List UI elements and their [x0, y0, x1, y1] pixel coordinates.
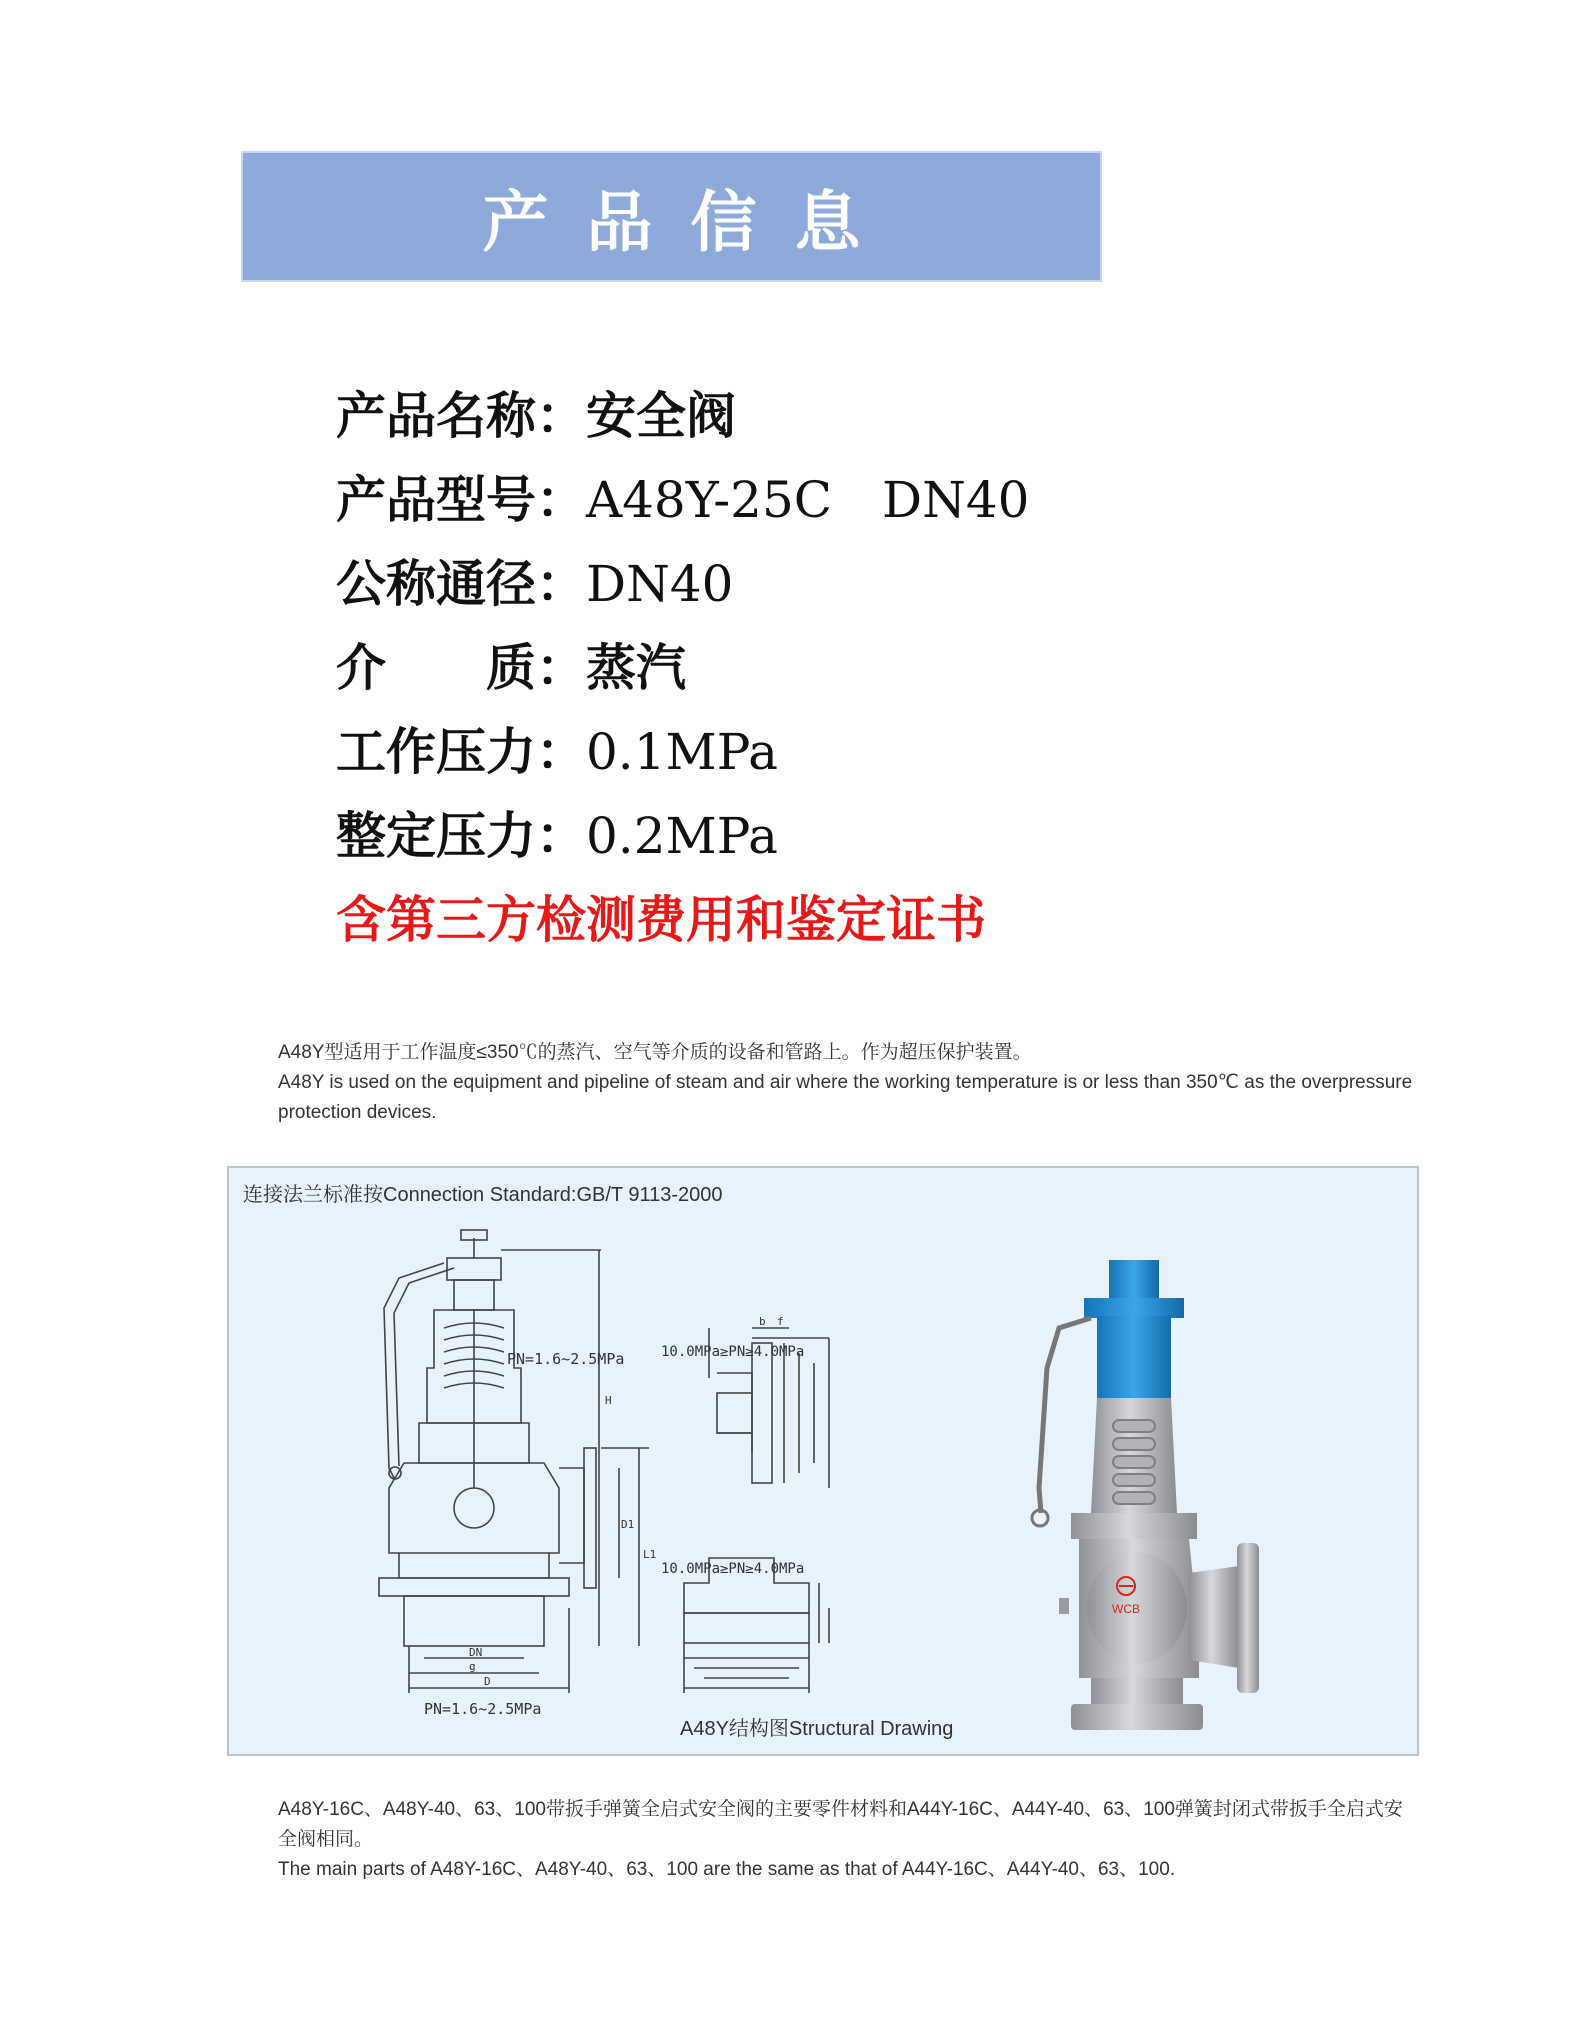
title-banner: [241, 151, 1102, 282]
pn-label-bottom: PN=1.6~2.5MPa: [424, 1700, 542, 1718]
connection-standard: 连接法兰标准按Connection Standard:GB/T 9113-2000: [243, 1184, 723, 1206]
body-material-mark: WCB: [1112, 1602, 1140, 1616]
spec-value: 安全阀: [586, 386, 736, 445]
spec-value: DN40: [586, 555, 734, 613]
spec-row-working-pressure: [336, 722, 778, 782]
dim-label-dn: DN: [469, 1646, 483, 1659]
pressure-range-label-2: 10.0MPa≥PN≥4.0MPa: [661, 1561, 805, 1577]
dim-label-d1: D1: [621, 1518, 635, 1531]
intro-text: [226, 1038, 1416, 1128]
dim-label-d: D: [484, 1675, 491, 1688]
dim-label-b: b: [759, 1315, 766, 1328]
valve-product-illustration: [229, 1168, 1417, 1754]
spec-row-diameter: [336, 554, 733, 614]
spec-row-medium: [336, 638, 686, 698]
spec-key: 产品型号：: [336, 470, 586, 529]
spec-key: 整定压力：: [336, 806, 586, 865]
footer-text: [226, 1795, 1416, 1885]
intro-en: A48Y is used on the equipment and pipeline of steam and air where the working temperature is or less than 350℃ as the overpressure protection devices.: [278, 1072, 1413, 1123]
drawing-caption: A48Y结构图Structural Drawing: [680, 1718, 954, 1740]
dim-label-l1: L1: [643, 1548, 657, 1561]
page-title: 产品信息: [482, 183, 899, 261]
spec-key: 公称通径：: [336, 554, 586, 613]
spec-value: 0.2MPa: [586, 807, 778, 865]
certificate-notice: 含第三方检测费用和鉴定证书: [336, 890, 986, 949]
pn-label-top: PN=1.6~2.5MPa: [507, 1350, 625, 1368]
spec-key: 产品名称：: [336, 386, 586, 445]
spec-key: 工作压力：: [336, 722, 586, 781]
dim-label-g: g: [469, 1660, 476, 1673]
spec-value: 0.1MPa: [586, 723, 778, 781]
footer-cn: A48Y-16C、A48Y-40、63、100带扳手弹簧全启式安全阀的主要零件材料和A44Y-16C、A44Y-40、63、100弹簧封闭式带扳手全启式安全阀相同。: [278, 1799, 1403, 1850]
spec-row-model: [336, 470, 1029, 530]
dim-label-f: f: [777, 1315, 784, 1328]
dim-label-h: H: [605, 1394, 612, 1407]
spec-row-set-pressure: [336, 806, 778, 866]
spec-value: 蒸汽: [586, 638, 686, 697]
intro-cn: A48Y型适用于工作温度≤350℃的蒸汽、空气等介质的设备和管路上。作为超压保护装置。: [278, 1042, 1032, 1063]
pressure-range-label-1: 10.0MPa≥PN≥4.0MPa: [661, 1344, 805, 1360]
spec-row-name: [336, 386, 736, 446]
footer-en: The main parts of A48Y-16C、A48Y-40、63、100 are the same as that of A44Y-16C、A44Y-40、63、100.: [278, 1859, 1176, 1880]
spec-key: 介 质：: [336, 638, 586, 697]
spec-value: A48Y-25C DN40: [586, 471, 1030, 529]
structural-drawing-panel: [227, 1166, 1419, 1756]
